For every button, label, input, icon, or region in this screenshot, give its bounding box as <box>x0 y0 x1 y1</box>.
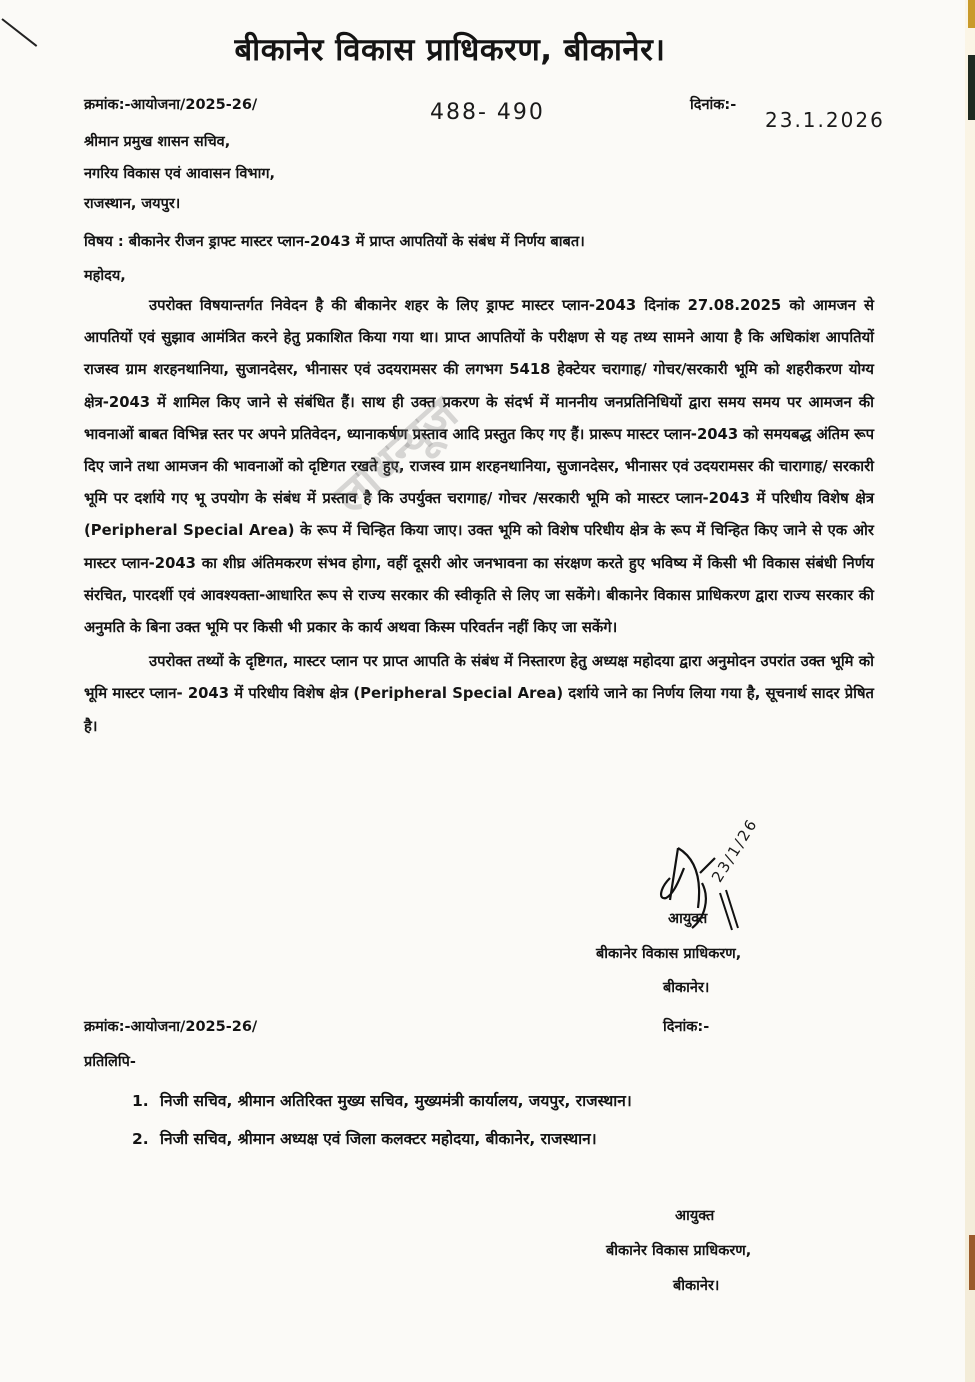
addressee-line: नगरिय विकास एवं आवासन विभाग, <box>84 166 276 182</box>
body-paragraph: उपरोक्त तथ्यों के दृष्टिगत, मास्टर प्लान पर प्राप्त आपति के संबंध में निस्तारण हेतु अध्यक्ष महोदया द्वारा अनुमोदन उपरांत उक्त भूमि को भूमि मास्टर प्लान- 2043 में परिधीय विशेष क्षेत्र (Peripheral Special Area) दर्शाये जाने का निर्णय लिया गया है, सूचनार्थ सादर प्रेषित है। <box>84 653 874 735</box>
page-edge-mark <box>968 55 975 120</box>
copy-list-number: 1. <box>132 1092 149 1110</box>
addressee-line: राजस्थान, जयपुर। <box>84 196 181 212</box>
page-edge-mark <box>968 0 975 28</box>
letter-body <box>84 290 874 743</box>
reference-number-label: क्रमांक:-आयोजना/2025-26/ <box>84 97 258 113</box>
copy-list-number: 2. <box>132 1130 149 1148</box>
copy-date-label: दिनांक:- <box>663 1019 710 1035</box>
letterhead-title: बीकानेर विकास प्राधिकरण, बीकानेर। <box>234 32 666 68</box>
addressee-line: श्रीमान प्रमुख शासन सचिव, <box>84 134 231 150</box>
copy-list-text: निजी सचिव, श्रीमान अध्यक्ष एवं जिला कलक्टर महोदया, बीकानेर, राजस्थान। <box>160 1130 597 1148</box>
signatory-organization: बीकानेर विकास प्राधिकरण, <box>596 946 742 962</box>
signatory-city: बीकानेर। <box>673 1278 720 1294</box>
subject-line: विषय : बीकानेर रीजन ड्राफ्ट मास्टर प्लान-2043 में प्राप्त आपतियों के संबंध में निर्णय बाबत। <box>84 233 585 250</box>
body-paragraph: उपरोक्त विषयान्तर्गत निवेदन है की बीकानेर शहर के लिए ड्राफ्ट मास्टर प्लान-2043 दिनांक 27.08.2025 को आमजन से आपतियों एवं सुझाव आमंत्रित करने हेतु प्रकाशित किया गया था। प्राप्त आपतियों के परीक्षण से यह तथ्य सामने आया है कि अधिकांश आपतियों राजस्व ग्राम शरहनथानिया, सुजानदेसर, भीनासर एवं उदयरामसर की लगभग 5418 हेक्टेयर चरागाह/ गोचर/सरकारी भूमि को शहरीकरण योग्य क्षेत्र-2043 में शामिल किए जाने से संबंधित हैं। साथ ही उक्त प्रकरण के संदर्भ में माननीय जनप्रतिनिधियों द्वारा समय समय पर आमजन की भावनाओं बाबत विभिन्न स्तर पर अपने प्रतिवेदन, ध्यानाकर्षण प्रस्ताव आदि प्रस्तुत किए गए हैं। प्रारूप मास्टर प्लान-2043 को समयबद्ध अंतिम रूप दिए जाने तथा आमजन की भावनाओं को दृष्टिगत रखते हुए, राजस्व ग्राम शरहनथानिया, सुजानदेसर, भीनासर एवं उदयरामसर की चारागाह/ सरकारी भूमि पर दर्शाये गए भू उपयोग के संबंध में प्रस्ताव है कि उपर्युक्त चरागाह/ गोचर /सरकारी भूमि को मास्टर प्लान-2043 में परिधीय विशेष क्षेत्र (Peripheral Special Area) के रूप में चिन्हित किया जाए। उक्त भूमि को विशेष परिधीय क्षेत्र के रूप में चिन्हित किए जाने से एक ओर मास्टर प्लान-2043 का शीघ्र अंतिमकरण संभव होगा, वहीं दूसरी ओर जनभावना का संरक्षण करते हुए भविष्य में किसी भी विकास संबंधी निर्णय संरचित, पारदर्शी एवं आवश्यक्ता-आधारित रूप से राज्य सरकार की स्वीकृति से लिए जा सकेंगे। बीकानेर विकास प्राधिकरण द्वारा राज्य सरकार की अनुमति के बिना उक्त भूमि पर किसी भी प्रकार के कार्य अथवा किस्म परिवर्तन नहीं किए जा सकेंगे। <box>84 297 874 637</box>
copy-heading: प्रतिलिपि- <box>84 1054 136 1070</box>
signatory-designation: आयुक्त <box>675 1208 715 1224</box>
copy-reference-number-label: क्रमांक:-आयोजना/2025-26/ <box>84 1019 258 1035</box>
signatory-city: बीकानेर। <box>663 980 710 996</box>
watermark: लाधन्यूज <box>323 386 468 524</box>
copy-list-item <box>132 1127 597 1149</box>
signature-date: 23/1/26 <box>708 815 762 886</box>
signatory-organization: बीकानेर विकास प्राधिकरण, <box>606 1243 752 1259</box>
date-label: दिनांक:- <box>690 97 737 113</box>
copy-list-text: निजी सचिव, श्रीमान अतिरिक्त मुख्य सचिव, मुख्यमंत्री कार्यालय, जयपुर, राजस्थान। <box>160 1092 632 1110</box>
copy-list-item <box>132 1089 632 1111</box>
handwritten-date: 23.1.2026 <box>765 108 885 132</box>
handwritten-signature <box>640 838 790 938</box>
salutation: महोदय, <box>84 268 126 284</box>
page-edge <box>965 0 975 1382</box>
signatory-designation: आयुक्त <box>668 911 708 927</box>
handwritten-reference-number: 488- 490 <box>430 100 545 125</box>
page-edge-mark <box>969 1235 975 1290</box>
